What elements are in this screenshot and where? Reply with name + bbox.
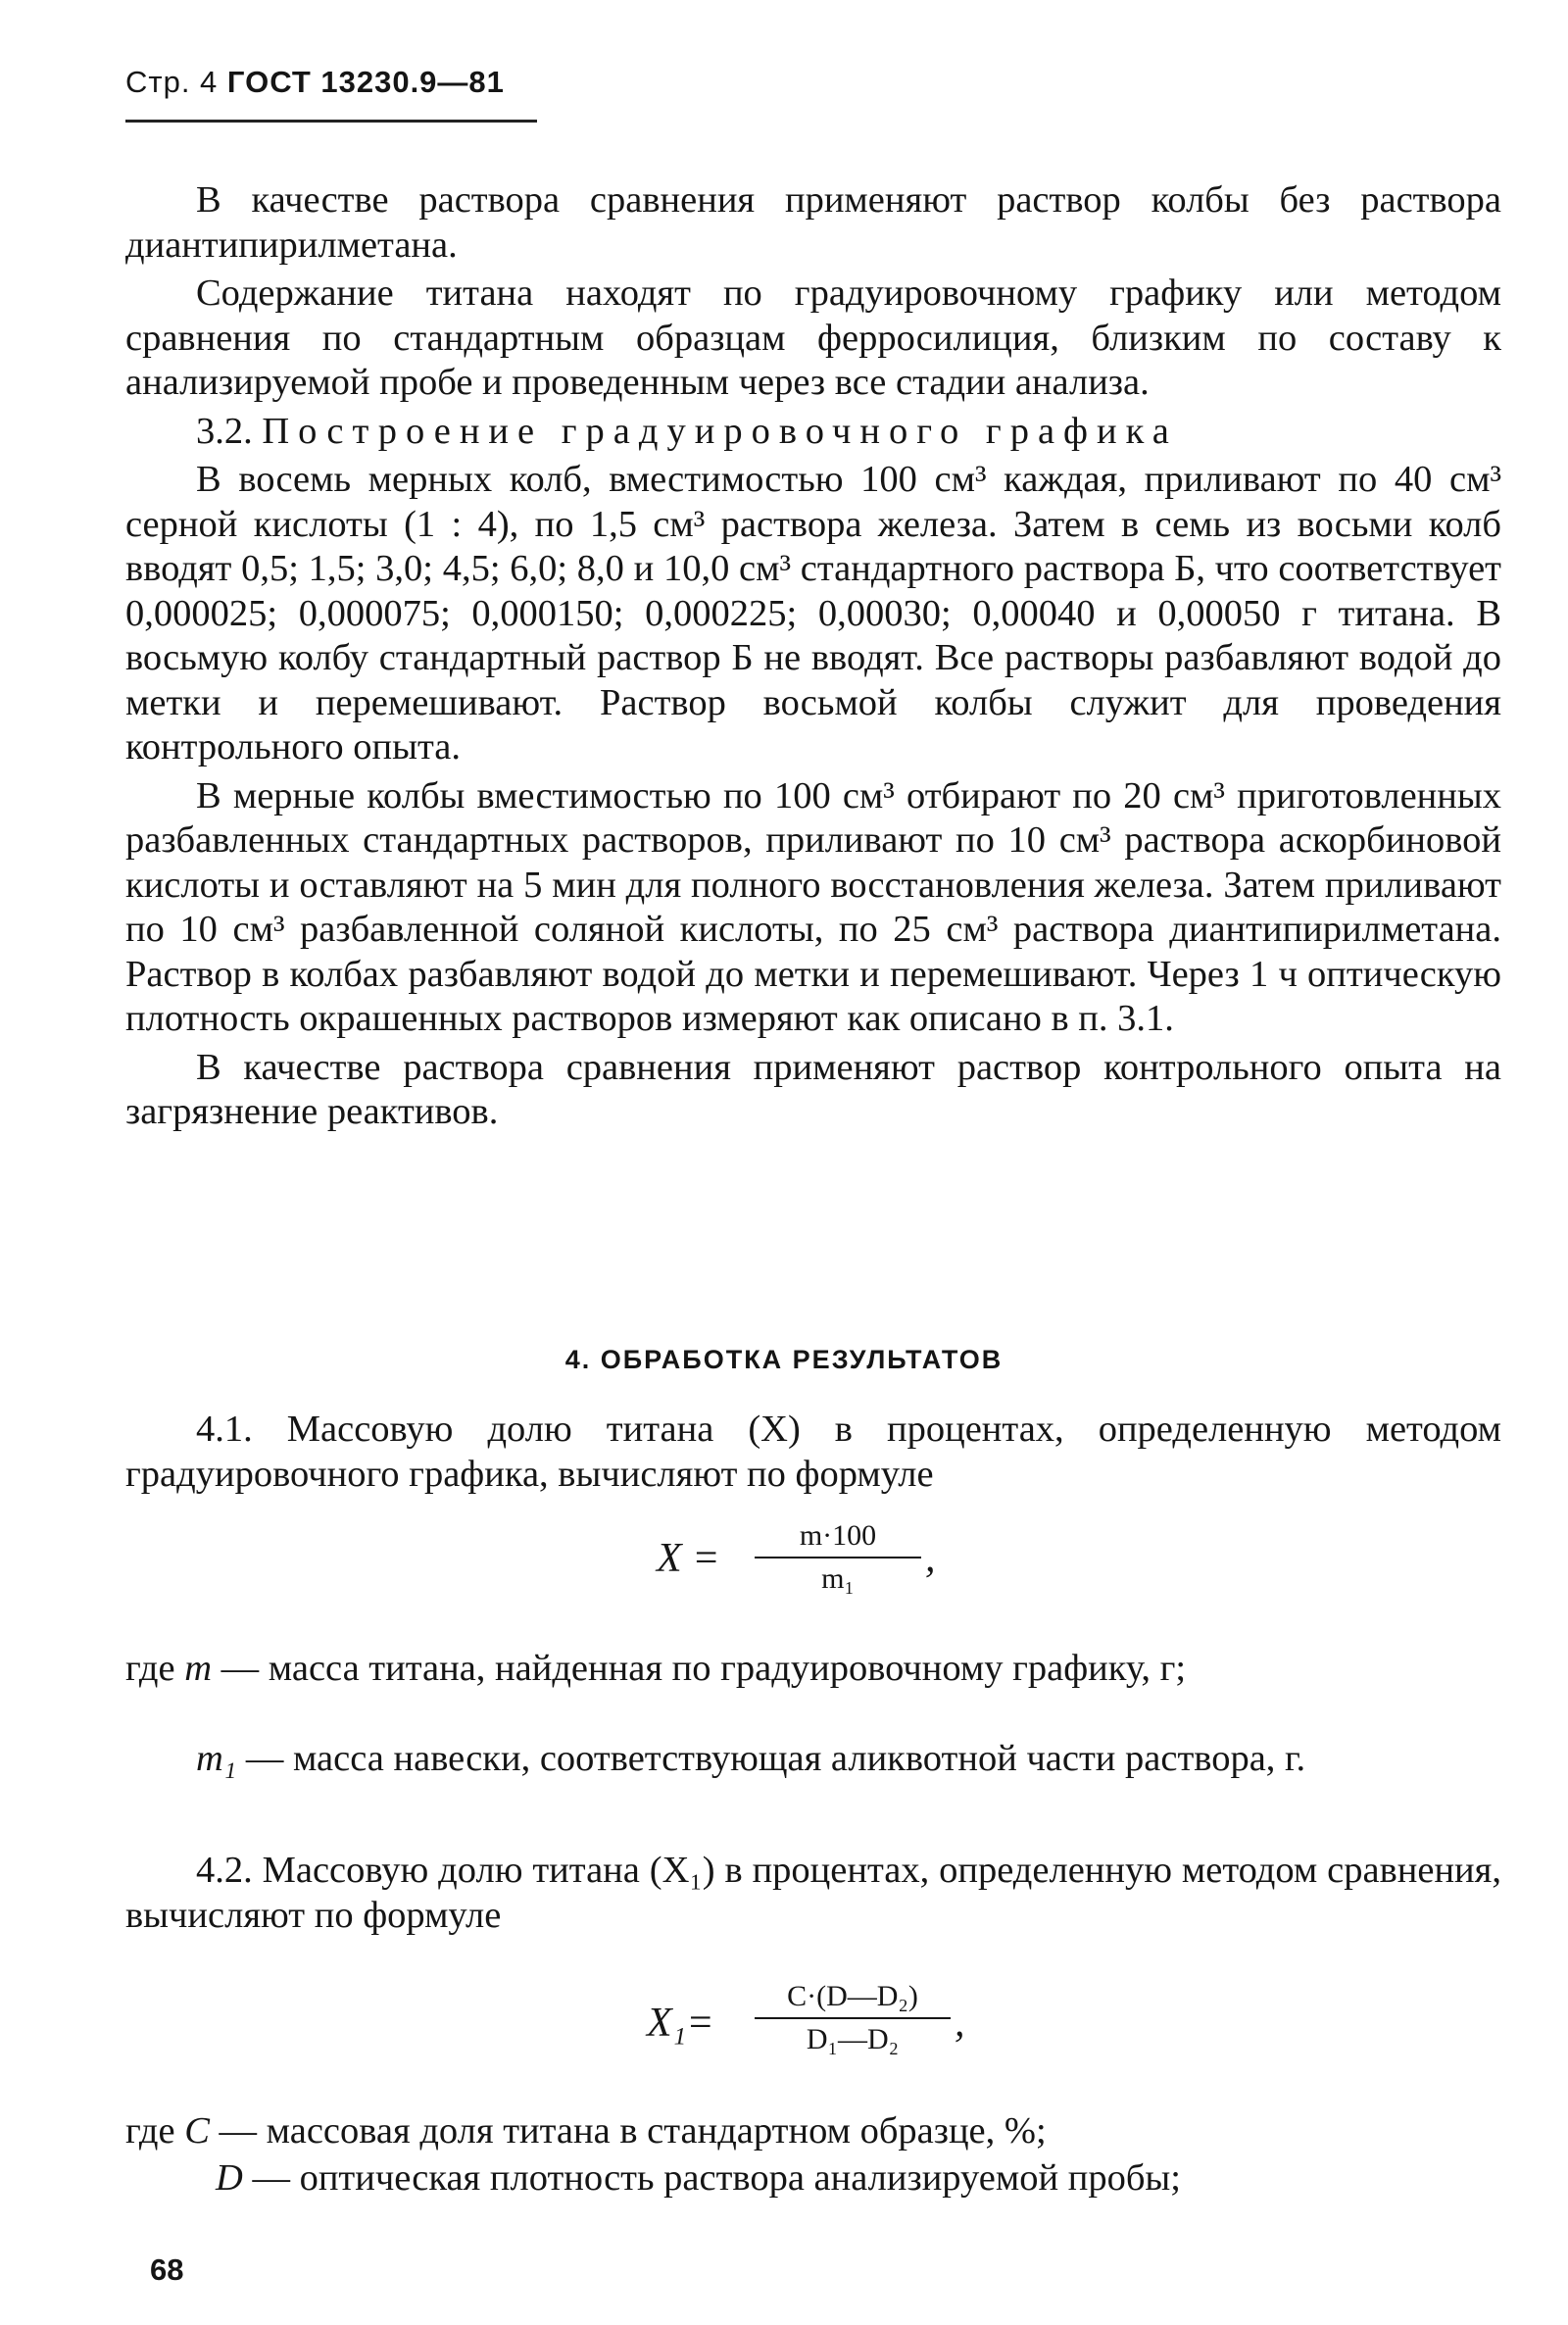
fraction-bar [755, 1557, 921, 1558]
def-symbol: C [184, 2110, 210, 2152]
paragraph: В мерные колбы вместимостью по 100 см³ отбирают по 20 см³ приготовленных разбавленных стандартных растворов, приливают по 10 см³ раствора аскорбиновой кислоты и оставляют на 5 мин для полного восстановления железа. Затем приливают по 10 см³ разбавленной соляной кислоты, по 25 см³ раствора диантипирилметана. Раствор в колбах разбавляют водой до метки и перемешивают. Через 1 ч оптическую плотность окрашенных растворов измеряют как описано в п. 3.1. [125, 774, 1501, 1039]
page-header [125, 65, 505, 100]
paragraph: 4.2. Массовую долю титана (X₁) в процентах, определенную методом сравнения, вычисляют по формуле [125, 1850, 1501, 1936]
formula-lhs: X = [657, 1536, 720, 1581]
formula-tail: , [955, 2001, 965, 2046]
header-rule [125, 120, 537, 123]
section-title: Построение градуировочного графика [262, 410, 1178, 452]
formula-x1-fraction [755, 1980, 951, 2056]
definition-c [125, 2109, 1501, 2154]
def-text: оптическая плотность раствора анализируемой пробы; [299, 2157, 1181, 2199]
def-dash: — [252, 2157, 290, 2199]
formula-lhs: X₁= [647, 2001, 714, 2046]
def-symbol: m₁ [196, 1738, 237, 1779]
def-dash: — [219, 2110, 257, 2152]
definition-d [216, 2156, 1501, 2201]
denominator: D₁—D₂ [806, 2023, 900, 2055]
section-4-heading: 4. ОБРАБОТКА РЕЗУЛЬТАТОВ [564, 1345, 1004, 1374]
formula-x [657, 1535, 720, 1582]
def-prefix: где [125, 2110, 175, 2152]
section-number: 3.2. [196, 410, 253, 452]
paragraph-4-1 [125, 1408, 1501, 1497]
text-block-1 [125, 178, 1501, 1135]
standard-number: ГОСТ 13230.9—81 [226, 65, 505, 99]
paragraph: В качестве раствора сравнения применяют раствор колбы без раствора диантипирилметана. [125, 179, 1501, 266]
def-symbol: m [184, 1648, 212, 1689]
def-dash: — [220, 1648, 260, 1689]
def-text: массовая доля титана в стандартном образце, %; [266, 2110, 1047, 2152]
fraction-bar [755, 2017, 951, 2019]
definition-m [125, 1647, 1501, 1692]
definition-m1 [196, 1737, 1501, 1782]
paragraph: Содержание титана находят по градуировочному графику или методом сравнения по стандартным образцам ферросилиция, близким по составу к анализируемой пробе и проведенным через все стадии анализа. [125, 272, 1501, 403]
paragraph: 4.1. Массовую долю титана (X) в процентах, определенную методом градуировочного графика, вычисляют по формуле [125, 1409, 1501, 1495]
page-number: 68 [150, 2252, 184, 2287]
paragraph-4-2 [125, 1849, 1501, 1938]
formula-x1 [647, 2000, 714, 2047]
def-dash: — [245, 1738, 284, 1779]
paragraph: В восемь мерных колб, вместимостью 100 см³ каждая, приливают по 40 см³ серной кислоты (1 : 4), по 1,5 см³ раствора железа. Затем в семь из восьми колб вводят 0,5; 1,5; 3,0; 4,5; 6,0; 8,0 и 10,0 см³ стандартного раствора Б, что соответствует 0,000025; 0,000075; 0,000150; 0,000225; 0,00030; 0,00040 и 0,00050 г титана. В восьмую колбу стандартный раствор Б не вводят. Все растворы разбавляют водой до метки и перемешивают. Раствор восьмой колбы служит для проведения контрольного опыта. [125, 459, 1501, 767]
formula-tail: , [925, 1536, 936, 1581]
formula-x-fraction [755, 1519, 921, 1596]
page-label: Стр. 4 [125, 65, 219, 99]
def-text: масса титана, найденная по градуировочному графику, г; [268, 1648, 1187, 1689]
def-text: масса навески, соответствующая аликвотной части раствора, г. [292, 1738, 1306, 1779]
def-symbol: D [216, 2157, 243, 2199]
section-3-2-title [125, 410, 1501, 455]
numerator: C·(D—D₂) [787, 1980, 918, 2012]
denominator: m₁ [821, 1562, 855, 1595]
numerator: m·100 [799, 1519, 877, 1552]
def-prefix: где [125, 1648, 175, 1689]
paragraph: В качестве раствора сравнения применяют раствор контрольного опыта на загрязнение реактивов. [125, 1046, 1501, 1132]
